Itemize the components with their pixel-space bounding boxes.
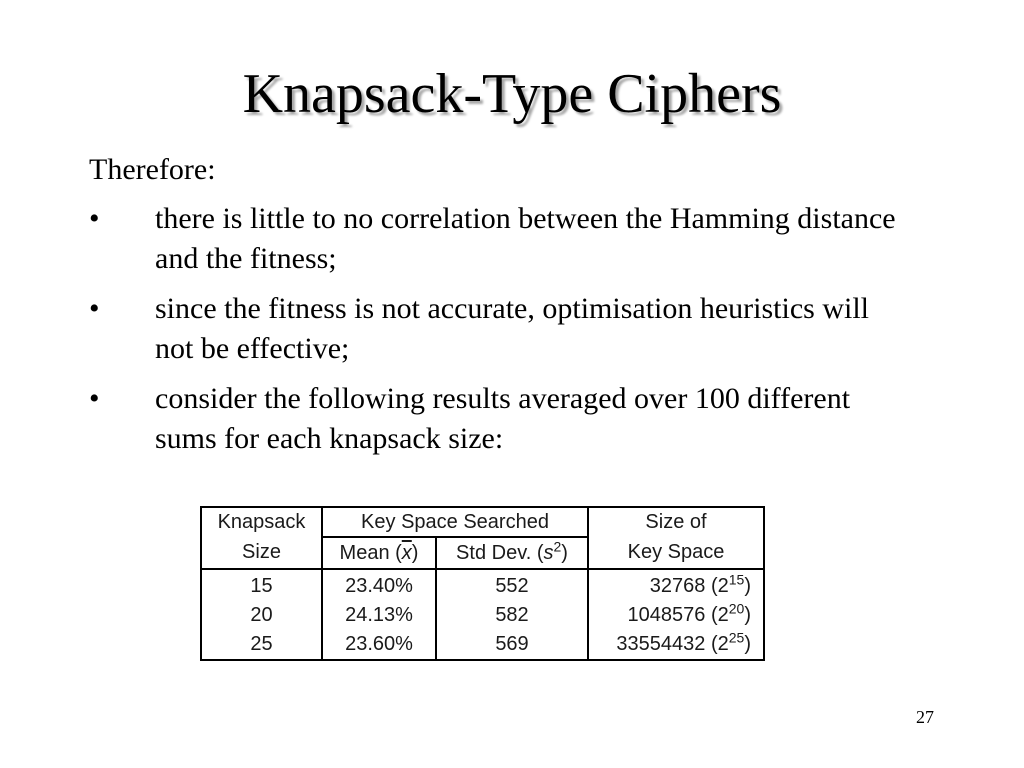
- key-space-exponent: 25: [728, 629, 745, 646]
- bullet-list: [89, 199, 909, 469]
- mean-cell: 23.60%: [345, 633, 413, 655]
- header-size: Size: [201, 537, 322, 569]
- key-space-exponent: 20: [728, 600, 745, 617]
- header-mean-close: ): [411, 542, 419, 564]
- bullet-text: consider the following results averaged over 100 different sums for each knapsack size:: [155, 382, 851, 455]
- key-space-value: 33554432 (2: [616, 633, 729, 655]
- key-space-cell: [589, 572, 751, 601]
- bullet-text: since the fitness is not accurate, optimisation heuristics will not be effective;: [155, 292, 870, 365]
- size-cell: 25: [250, 633, 273, 655]
- std-symbol: s: [543, 542, 554, 564]
- page-number: 27: [916, 707, 934, 727]
- mean-column: [322, 569, 436, 660]
- bullet-marker: •: [89, 292, 100, 325]
- size-cell: 20: [250, 604, 273, 626]
- results-table: [200, 506, 765, 661]
- table-data-row: [201, 569, 764, 660]
- key-space-close: ): [744, 575, 751, 597]
- size-cell: 15: [250, 575, 273, 597]
- header-mean: [322, 537, 436, 569]
- table-subheader-row: [201, 537, 764, 569]
- header-size-of: Size of: [645, 511, 707, 533]
- mean-cell: 23.40%: [345, 575, 413, 597]
- header-mean-label: Mean (: [339, 542, 402, 564]
- header-knapsack: Knapsack: [201, 507, 322, 537]
- mean-symbol: $\overline{x}$: [401, 542, 412, 564]
- intro-text: Therefore:: [89, 153, 216, 186]
- key-space-cell: [589, 601, 751, 630]
- key-space-exponent: 15: [728, 571, 745, 588]
- bullet-text: there is little to no correlation between the Hamming distance and the fitness;: [155, 202, 896, 275]
- key-space-cell: [589, 630, 751, 659]
- table-header-row: [201, 507, 764, 537]
- std-dev-cell: 569: [495, 633, 529, 655]
- bullet-marker: •: [89, 202, 100, 235]
- size-column: [201, 569, 322, 660]
- header-key-space-searched: Key Space Searched: [322, 507, 588, 537]
- std-exponent: 2: [553, 538, 562, 555]
- std-dev-cell: 582: [495, 604, 529, 626]
- slide-title: Knapsack-Type Ciphers: [242, 63, 782, 125]
- header-std-close: ): [561, 542, 568, 564]
- header-std-label: Std Dev. (: [456, 542, 544, 564]
- std-dev-cell: 552: [495, 575, 529, 597]
- key-space-column: [588, 569, 764, 660]
- bullet-item: [89, 289, 909, 369]
- key-space-close: ): [744, 633, 751, 655]
- key-space-close: ): [744, 604, 751, 626]
- bullet-item: [89, 199, 909, 279]
- key-space-value: 1048576 (2: [627, 604, 729, 626]
- std-dev-column: [436, 569, 588, 660]
- mean-cell: 24.13%: [345, 604, 413, 626]
- header-std-dev: [436, 537, 588, 569]
- key-space-value: 32768 (2: [649, 575, 729, 597]
- bullet-marker: •: [89, 382, 100, 415]
- bullet-item: [89, 379, 909, 459]
- header-key-space: Key Space: [588, 537, 764, 569]
